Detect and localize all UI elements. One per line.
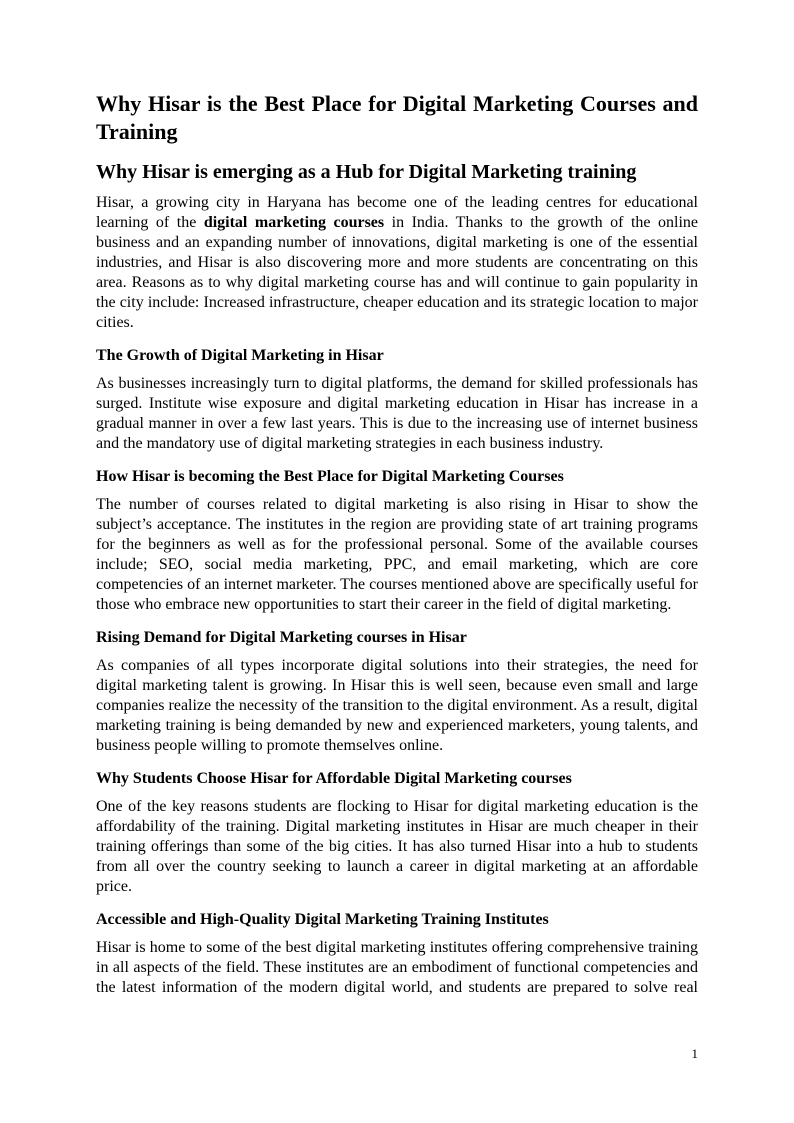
intro-bold-phrase: digital marketing courses xyxy=(203,214,385,231)
section-heading: Rising Demand for Digital Marketing courses in Hisar xyxy=(96,629,467,646)
document-subtitle: Why Hisar is emerging as a Hub for Digital Marketing training xyxy=(96,161,637,183)
section-paragraph: Hisar is home to some of the best digital marketing institutes offering comprehensive training in all aspects of the field. These institutes are an embodiment of functional competencies and the latest information of the modern digital world, and students are prepared to solve real xyxy=(96,939,698,996)
section-heading: Accessible and High-Quality Digital Marketing Training Institutes xyxy=(96,911,549,928)
section-growth-of-digital-marketing xyxy=(96,346,698,454)
section-heading: The Growth of Digital Marketing in Hisar xyxy=(96,347,384,364)
section-rising-demand xyxy=(96,628,698,756)
section-heading: Why Students Choose Hisar for Affordable Digital Marketing courses xyxy=(96,770,572,787)
section-paragraph: As businesses increasingly turn to digital platforms, the demand for skilled professionals has surged. Institute wise exposure and digital marketing education in Hisar has increase in a gradual manner in over a few last years. This is due to the increasing use of internet business and the mandatory use of digital marketing strategies in each business industry. xyxy=(96,375,698,452)
document-title: Why Hisar is the Best Place for Digital Marketing Courses and Training xyxy=(96,91,698,144)
intro-text-before-bold: Hisar, a growing city in Haryana has become one of the leading centres for educational learning of the xyxy=(96,194,698,231)
page-number: 1 xyxy=(691,1046,698,1061)
section-paragraph: The number of courses related to digital marketing is also rising in Hisar to show the subject’s acceptance. The institutes in the region are providing state of art training programs for the beginners as well as for the professional personal. Some of the available courses include; SEO, social media marketing, PPC, and email marketing, which are core competencies of an internet marketer. The courses mentioned above are specifically useful for those who embrace new opportunities to start their career in the field of digital marketing. xyxy=(96,496,698,613)
section-paragraph: As companies of all types incorporate digital solutions into their strategies, the need for digital marketing talent is growing. In Hisar this is well seen, because even small and large companies realize the necessity of the transition to the digital environment. As a result, digital marketing training is being demanded by new and experienced marketers, young talents, and business people willing to promote themselves online. xyxy=(96,657,698,754)
intro-text-after-bold: in India. Thanks to the growth of the online business and an expanding number of innovations, digital marketing is one of the essential industries, and Hisar is also discovering more and more students are concentrating on this area. Reasons as to why digital marketing course has and will continue to gain popularity in the city include: Increased infrastructure, cheaper education and its strategic location to major cities. xyxy=(96,214,698,331)
section-heading: How Hisar is becoming the Best Place for Digital Marketing Courses xyxy=(96,468,564,485)
section-training-institutes xyxy=(96,910,698,998)
section-affordable-courses xyxy=(96,769,698,897)
section-paragraph: One of the key reasons students are flocking to Hisar for digital marketing education is the affordability of the training. Digital marketing institutes in Hisar are much cheaper in their training offerings than some of the big cities. It has also turned Hisar into a hub to students from all over the country seeking to launch a career in digital marketing at an affordable price. xyxy=(96,798,698,895)
section-becoming-best-place xyxy=(96,467,698,615)
intro-paragraph xyxy=(96,193,698,333)
